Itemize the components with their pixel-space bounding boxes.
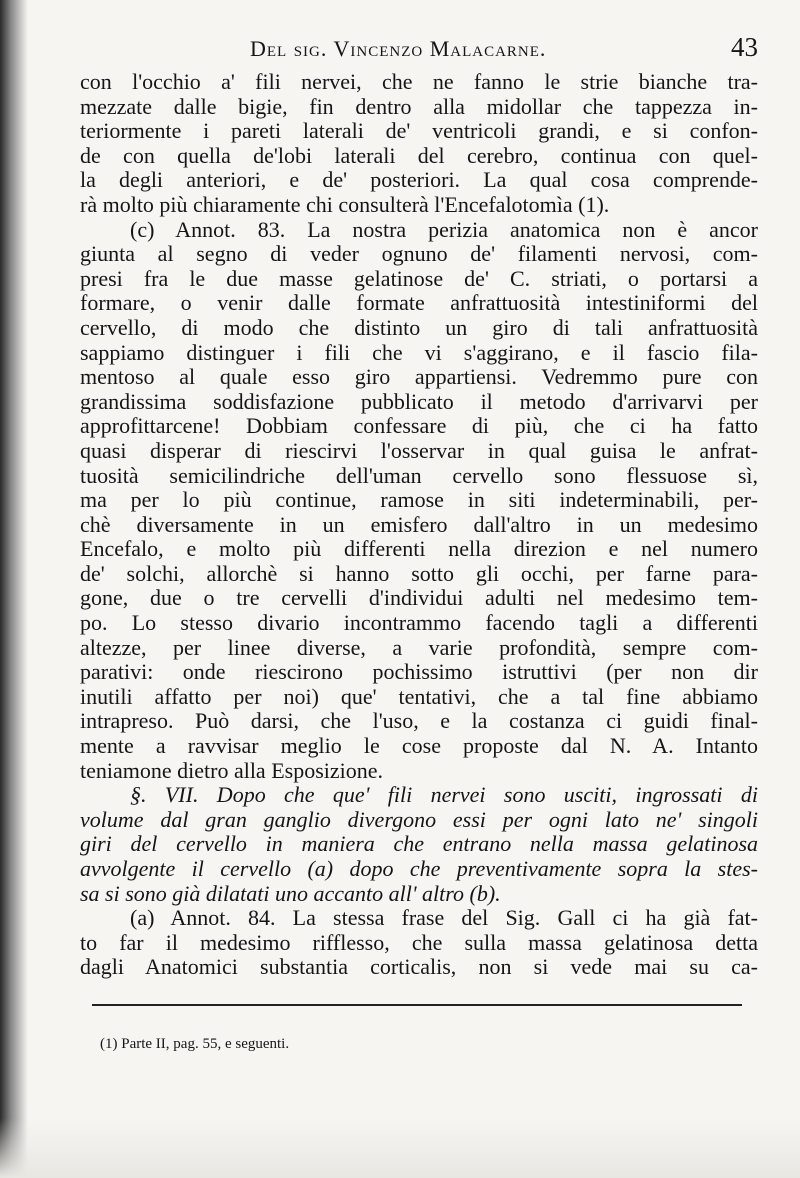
page-header [80,28,758,68]
running-title: Del sig. Vincenzo Malacarne. [250,36,547,61]
annotation-84-start: (a) Annot. 84. La stessa frase del Sig. Gall ci ha già fat- [130,906,758,931]
text-line-37: dagli Anatomici substantia corticalis, non si vede mai su ca- [80,955,758,980]
footnote-separator-rule [92,1004,742,1006]
text-line-22: gone, due o tre cervelli d'individui adulti nel medesimo tem- [80,586,758,611]
text-line-14: grandissima soddisfazione pubblicato il metodo d'arrivarvi per [80,389,758,414]
text-line-24: altezze, per linee diverse, a varie profondità, sempre com- [80,635,758,660]
text-line-28: mente a ravvisar meglio le cose proposte dal N. A. Intanto [80,734,758,759]
text-line-32: giri del cervello in maniera che entrano nella massa gelatinosa [80,832,758,857]
text-line-10: formare, o venir dalle formate anfrattuosità intestiniformi del [80,291,758,316]
text-line-34: sa si sono già dilatati uno accanto all' altro (b). [80,881,501,906]
text-line-20: Encefalo, e molto più differenti nella direzion e nel numero [80,537,758,562]
text-line-21: de' solchi, allorchè si hanno sotto gli occhi, per farne para- [80,561,758,586]
text-line-5: la degli anteriori, e de' posteriori. La qual cosa comprende- [80,168,758,193]
text-line-25: parativi: onde riescirono pochissimo istruttivi (per non dir [80,660,758,685]
annotation-83-start: (c) Annot. 83. La nostra perizia anatomica non è ancor [130,217,758,242]
text-line-15: approfittarcene! Dobbiam confessare di più, che ci ha fatto [80,414,758,439]
text-line-19: chè diversamente in un emisfero dall'altro in un medesimo [80,512,758,537]
text-line-1: con l'occhio a' fili nervei, che ne fanno le strie bianche tra- [80,70,758,94]
text-line-9: presi fra le due masse gelatinose de' C. striati, o portarsi a [80,266,758,291]
text-line-3: teriormente i pareti laterali de' ventricoli grandi, e si confon- [80,119,758,144]
page-edge-shadow [0,0,28,1178]
page-number: 43 [731,32,758,62]
text-line-23: po. Lo stesso divario incontrammo facendo tagli a differenti [80,611,758,636]
text-line-13: mentoso al quale esso giro appartiensi. Vedremmo pure con [80,365,758,390]
text-line-29: teniamone dietro alla Esposizione. [80,758,384,783]
text-line-8: giunta al segno di veder ognuno de' filamenti nervosi, com- [80,242,758,267]
page-bottom-shade [0,1118,800,1178]
text-line-27: intrapreso. Può darsi, che l'uso, e la costanza ci guidi final- [80,709,758,734]
text-line-33: avvolgente il cervello (a) dopo che preventivamente sopra la stes- [80,857,758,881]
section-vii-start: §. VII. Dopo che que' fili nervei sono usciti, ingrossati di [130,783,758,808]
text-line-16: quasi disperar di riescirvi l'osservar in qual guisa le anfrat- [80,438,758,463]
text-line-26: inutili affatto per noi) que' tentativi, che a tal fine abbiamo [80,684,758,709]
text-line-4: de con quella de'lobi laterali del cerebro, continua con quel- [80,143,758,168]
text-line-12: sappiamo distinguer i fili che vi s'aggirano, e il fascio fila- [80,340,758,365]
text-line-18: ma per lo più continue, ramose in siti indeterminabili, per- [80,488,758,513]
text-line-2: mezzate dalle bigie, fin dentro alla midollar che tappezza in- [80,94,758,119]
text-line-11: cervello, di modo che distinto un giro di tali anfrattuosità [80,315,758,340]
body-text [80,70,758,980]
text-line-36: to far il medesimo rifflesso, che sulla massa gelatinosa detta [80,930,758,955]
text-line-17: tuosità semicilindriche dell'uman cervello sono flessuose sì, [80,463,758,488]
text-line-31: volume dal gran ganglio divergono essi per ogni lato ne' singoli [80,807,758,832]
text-line-6: rà molto più chiaramente chi consulterà l'Encefalotomìa (1). [80,192,610,217]
footnote: (1) Parte II, pag. 55, e seguenti. [100,1036,290,1052]
